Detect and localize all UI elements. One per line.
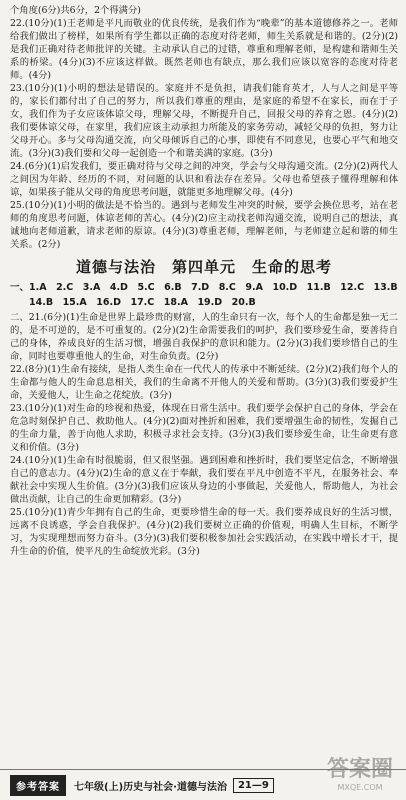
watermark-text: 答案圈 [326,757,393,782]
section-title: 道德与法治 第四单元 生命的思考 [75,258,332,276]
answer-paragraph: 22.(10分)(1)王老师是平凡而敬业的优良传统，是我们作为“晚辈”的基本道德修养之一。老师给我们做出了榜样，如果所有学生都以正确的态度对待老师，师生关系就是和谐的。(2分)(2)是我们正确对待老师批评的关键。主动承认自己的过错，尊重和理解老师，是构建和谐师生关系的桥梁。(4分)(3)不应该这样做。既然老师也有缺点，那么我们应该以宽容的态度对待老师。(4分) [10,18,398,81]
answer-paragraph: 24.(10分)(1)生命有时很脆弱，但又很坚强。遇到困难和挫折时，我们要坚定信念，不断增强自己的意志力。(4分)(2)生命的意义在于奉献，我们要在平凡中创造不平凡，在服务社会、奉献社会中实现人生价值。(3分)(3)我们应该从身边的小事做起，关爱他人，帮助他人，为社会做出贡献，让自己的生命更加精彩。(3分) [10,455,398,505]
top-answers [10,4,398,251]
answer-paragraph: 个角度(6分)共6分，2个得满分) [10,5,141,16]
watermark-logo [320,750,400,794]
multiple-choice-answers [10,281,398,309]
answer-row: 14.B 15.A 16.D 17.C 18.A 19.D 20.B [10,297,256,308]
footer-subject: 七年级(上)历史与社会·道德与法治 [74,781,227,793]
answer-page [10,4,398,558]
answer-paragraph: 24.(6分)(1)启发我们，要正确对待与父母之间的冲突，学会与父母沟通交流。(2分)(2)两代人之间因为年龄、经历的不同，对问题的认识和看法存在差异。父母也希望孩子懂得理解和体谅，如果孩子能从父母的角度思考问题，就能更多地理解父母。(4分) [10,161,398,198]
answer-paragraph: 23.(10分)(1)小明的想法是错误的。家庭并不是负担，请我们能育英才，人与人之间是平等的，家长们都付出了自己的努力，所以我们尊重的理由，是家庭的希望不在家长，而在于子女，我们作为子女应该体谅父母，理解父母，不断提升自己，回报父母的养育之恩。(4分)(2)我们要体谅父母，在家里，我们应该主动承担力所能及的家务劳动，减轻父母的负担，努力让父母开心。多与父母沟通交流，向父母倾诉自己的心事，即使有不同意见，也要心平气和地交流。(3分)(3)我们要和父母一起创造一个和谐美满的家庭。(3分) [10,83,398,159]
answer-paragraph: 二、21.(6分)(1)生命是世界上最珍贵的财富，人的生命只有一次，每个人的生命都是独一无二的，是不可逆的，是不可重复的。(2分)(2)生命需要我们的呵护，我们要珍爱生命，要善待自己的身体，养成良好的生活习惯，增强自我保护的意识和能力。(2分)(3)我们要珍惜自己的生命，同时也要尊重他人的生命，对生命负责。(2分) [10,312,398,362]
answer-paragraph: 25.(10分)(1)青少年拥有自己的生命，更要珍惜生命的每一天。我们要养成良好的生活习惯，远离不良诱惑，学会自我保护。(4分)(2)我们要树立正确的价值观，明确人生目标，不断学习，为实现理想而努力奋斗。(3分)(3)我们要积极参加社会实践活动，在实践中增长才干，提升生命的价值，使平凡的生命绽放光彩。(3分) [10,507,398,557]
footer-label: 参考答案 [10,775,66,796]
watermark-url: MXQE.COM [337,783,383,792]
answer-paragraph: 22.(8分)(1)生命有接续，是指人类生命在一代代人的传承中不断延续。(2分)(2)我们每个人的生命都与他人的生命息息相关，我们的生命离不开他人的关爱和帮助。(3分)(3)我们要爱护生命，关爱他人，让生命之花绽放。(3分) [10,364,398,401]
answer-paragraph: 25.(10分)(1)小明的做法是不恰当的。遇到与老师发生冲突的时候，要学会换位思考，站在老师的角度思考问题，体谅老师的苦心。(4分)(2)应主动找老师沟通交流，说明自己的想法，真诚地向老师道歉，请求老师的原谅。(4分)(3)尊重老师，理解老师，与老师建立起和谐的师生关系。(2分) [10,200,398,250]
answer-row: 一、1.A 2.C 3.A 4.D 5.C 6.B 7.D 8.C 9.A 10.D 11.B 12.C 13.B [10,282,398,293]
page-number: 21—9 [233,778,274,793]
answer-paragraph: 23.(10分)(1)对生命的珍视和热爱，体现在日常生活中。我们要学会保护自己的身体，学会在危急时刻保护自己、救助他人。(4分)(2)面对挫折和困难，我们要增强生命的韧性，发掘自己的生命力量，善于向他人求助，积极寻求社会支持。(3分)(3)我们要珍爱生命，让生命更有意义和价值。(3分) [10,403,398,453]
bottom-answers [10,311,398,558]
